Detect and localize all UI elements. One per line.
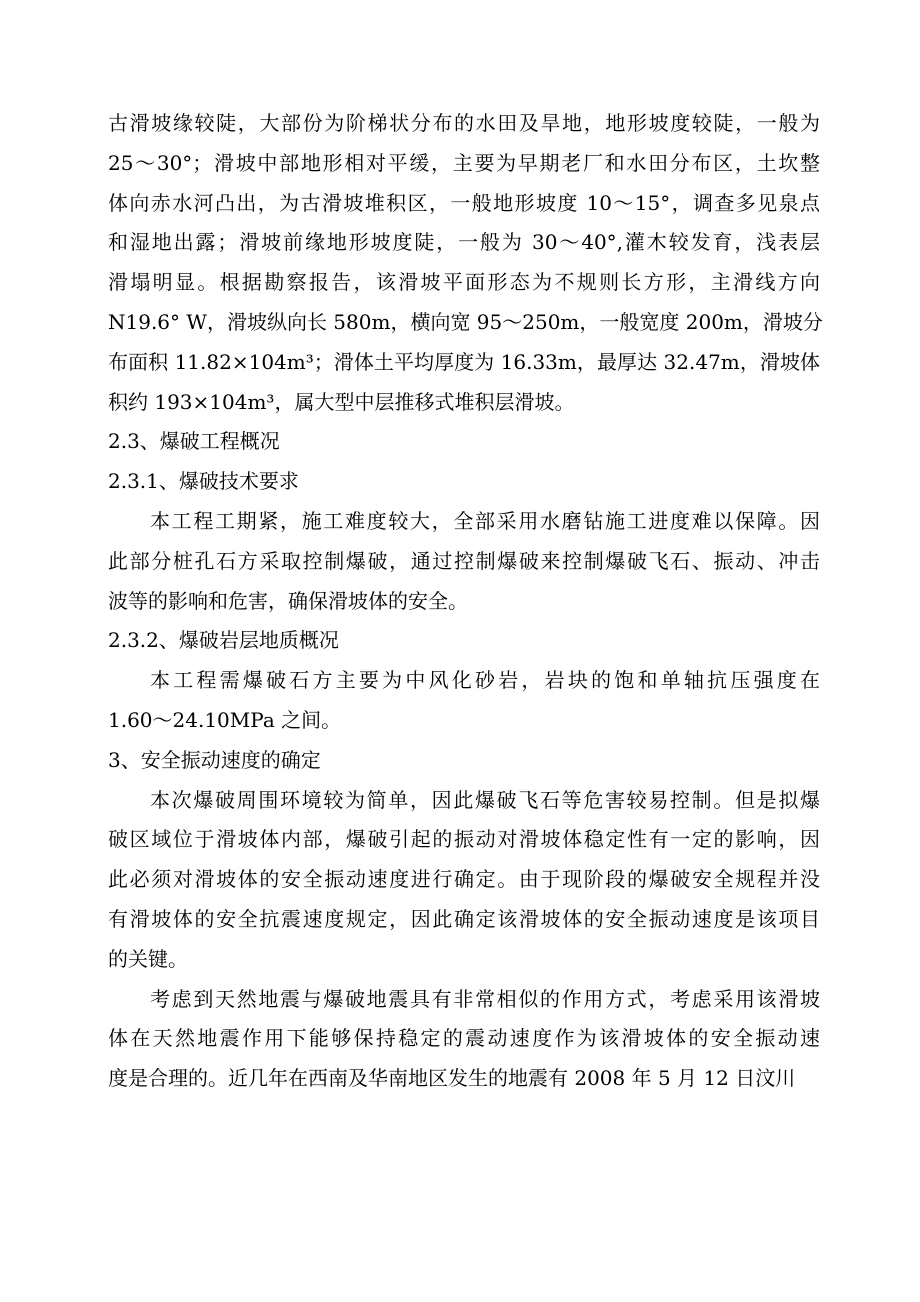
- text-line: 2.3.1、爆破技术要求: [108, 469, 299, 494]
- text-line: 本工程工期紧，施工难度较大，全部采用水磨钻施工进度难以保障。因: [150, 508, 820, 533]
- text-line: 积约 193×104m³，属大型中层推移式堆积层滑坡。: [108, 389, 575, 414]
- text-line: 2.3、爆破工程概况: [108, 429, 280, 454]
- paragraph: [108, 661, 820, 741]
- text-line: 本工程需爆破石方主要为中风化砂岩，岩块的饱和单轴抗压强度在: [150, 668, 820, 693]
- section-heading: [108, 621, 820, 661]
- text-line: 古滑坡缘较陡，大部份为阶梯状分布的水田及旱地，地形坡度较陡，一般为: [108, 111, 820, 135]
- section-heading: [108, 741, 820, 781]
- text-line: 此必须对滑坡体的安全振动速度进行确定。由于现阶段的爆破安全规程并没: [108, 867, 820, 892]
- text-line: 2.3.2、爆破岩层地质概况: [108, 628, 339, 653]
- text-line: 有滑坡体的安全抗震速度规定，因此确定该滑坡体的安全振动速度是该项目: [108, 906, 820, 931]
- text-line: 考虑到天然地震与爆破地震具有非常相似的作用方式，考虑采用该滑坡: [150, 986, 820, 1011]
- paragraph: [108, 781, 820, 980]
- text-line: 体向赤水河凸出，为古滑坡堆积区，一般地形坡度 10～15°，调查多见泉点: [108, 190, 820, 215]
- section-heading: [108, 462, 820, 502]
- document-page: [108, 104, 823, 1099]
- text-line: 布面积 11.82×104m³；滑体土平均厚度为 16.33m，最厚达 32.47m，滑坡体: [108, 349, 820, 374]
- text-line: 3、安全振动速度的确定: [108, 747, 321, 772]
- text-line: 和湿地出露；滑坡前缘地形坡度陡，一般为 30～40°,灌木较发育，浅表层: [108, 230, 820, 255]
- text-line: 25～30°；滑坡中部地形相对平缓，主要为早期老厂和水田分布区，土坎整: [108, 150, 820, 175]
- section-heading: [108, 422, 820, 462]
- text-line: 1.60～24.10MPa 之间。: [108, 707, 342, 732]
- paragraph: [108, 502, 820, 621]
- paragraph: [108, 980, 820, 1099]
- text-line: 本次爆破周围环境较为简单，因此爆破飞石等危害较易控制。但是拟爆: [150, 787, 820, 812]
- text-line: 滑塌明显。根据勘察报告，该滑坡平面形态为不规则长方形，主滑线方向: [108, 270, 820, 295]
- text-line: 体在天然地震作用下能够保持稳定的震动速度作为该滑坡体的安全振动速: [108, 1026, 820, 1051]
- text-line: 的关键。: [108, 946, 188, 971]
- paragraph: [108, 104, 823, 422]
- text-line: 度是合理的。近几年在西南及华南地区发生的地震有 2008 年 5 月 12 日汶川: [108, 1066, 796, 1091]
- text-line: N19.6° W，滑坡纵向长 580m，横向宽 95～250m，一般宽度 200m，滑坡分: [108, 309, 823, 334]
- text-line: 波等的影响和危害，确保滑坡体的安全。: [108, 588, 468, 613]
- text-line: 此部分桩孔石方采取控制爆破，通过控制爆破来控制爆破飞石、振动、冲击: [108, 548, 820, 573]
- text-line: 破区域位于滑坡体内部，爆破引起的振动对滑坡体稳定性有一定的影响，因: [108, 827, 820, 852]
